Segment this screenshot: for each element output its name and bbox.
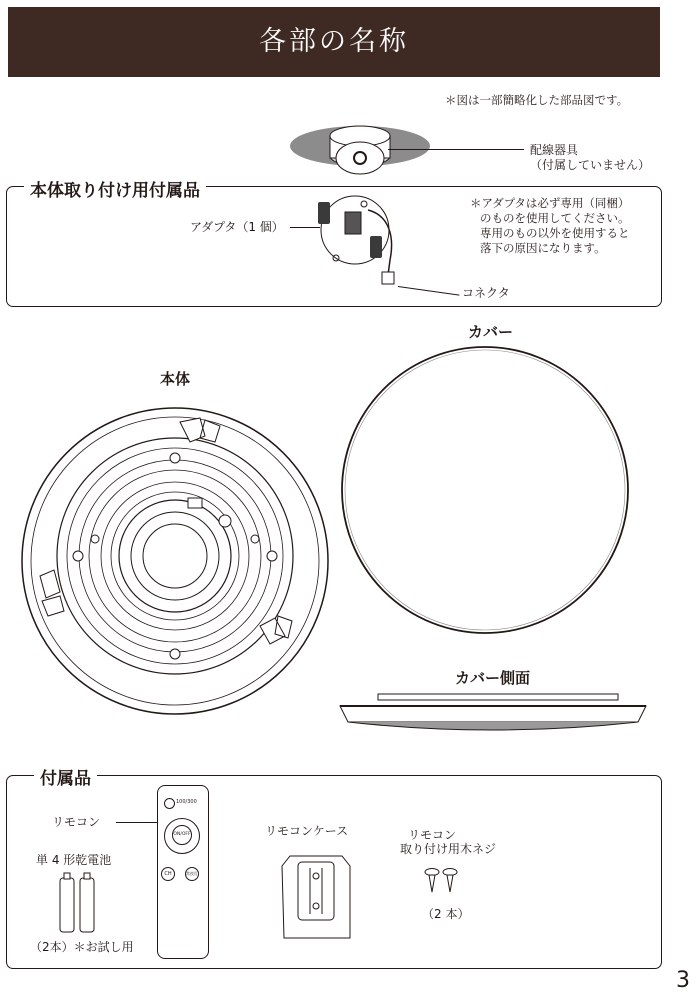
adapter-warning-line1: ＊アダプタは必ず専用（同梱） (470, 196, 630, 210)
adapter-label: アダプタ（1 個） (190, 220, 284, 234)
screw-label-line2: 取り付け用木ネジ (400, 842, 497, 856)
cover-illustration (340, 345, 630, 635)
screw-label: リモコン (408, 828, 457, 842)
page-header (8, 7, 660, 77)
remote-label: リモコン (52, 815, 101, 829)
adapter-warning-line2: のものを使用してください。 (480, 211, 630, 225)
adapter-illustration (310, 190, 410, 290)
fixture-leader-line (388, 149, 524, 150)
adapter-warning-line4: 落下の原因になります。 (480, 241, 606, 255)
screw-count: （2 本） (422, 907, 470, 921)
battery-label: 単 4 形乾電池 (36, 853, 112, 867)
connector-label: コネクタ (462, 286, 510, 300)
remote-top-button (164, 798, 175, 809)
accessories-title: 付属品 (34, 764, 97, 789)
main-body-illustration (20, 406, 330, 716)
batteries-illustration (58, 872, 98, 934)
page-title: 各部の名称 (259, 26, 409, 57)
wiring-fixture-illustration (290, 120, 430, 190)
adapter-warning-line3: 専用のもの以外を使用すると (480, 226, 630, 240)
simplified-note: ＊図は一部簡略化した部品図です。 (445, 93, 629, 107)
remote-leader-line (116, 822, 158, 823)
battery-note: （2本）＊お試し用 (30, 940, 134, 954)
remote-on-off-button: ON/OFF (172, 825, 192, 845)
remote-case-illustration (280, 852, 352, 940)
screws-illustration (422, 868, 462, 894)
remote-night-light-button: 常夜灯 (185, 867, 199, 881)
cover-side-label: カバー側面 (455, 669, 531, 687)
fixture-label-note: （付属していません） (530, 158, 651, 172)
remote-control-illustration (157, 785, 209, 959)
cover-label: カバー (468, 323, 514, 341)
remote-case-label: リモコンケース (265, 824, 349, 838)
body-label: 本体 (160, 370, 191, 388)
remote-top-button-label: 100/300 (176, 799, 197, 805)
remote-ch-button: CH (161, 867, 175, 881)
mounting-section-title: 本体取り付け用付属品 (24, 176, 206, 201)
cover-side-illustration (338, 692, 648, 742)
page-number: 3 (676, 968, 690, 993)
fixture-label: 配線器具 (530, 143, 579, 157)
